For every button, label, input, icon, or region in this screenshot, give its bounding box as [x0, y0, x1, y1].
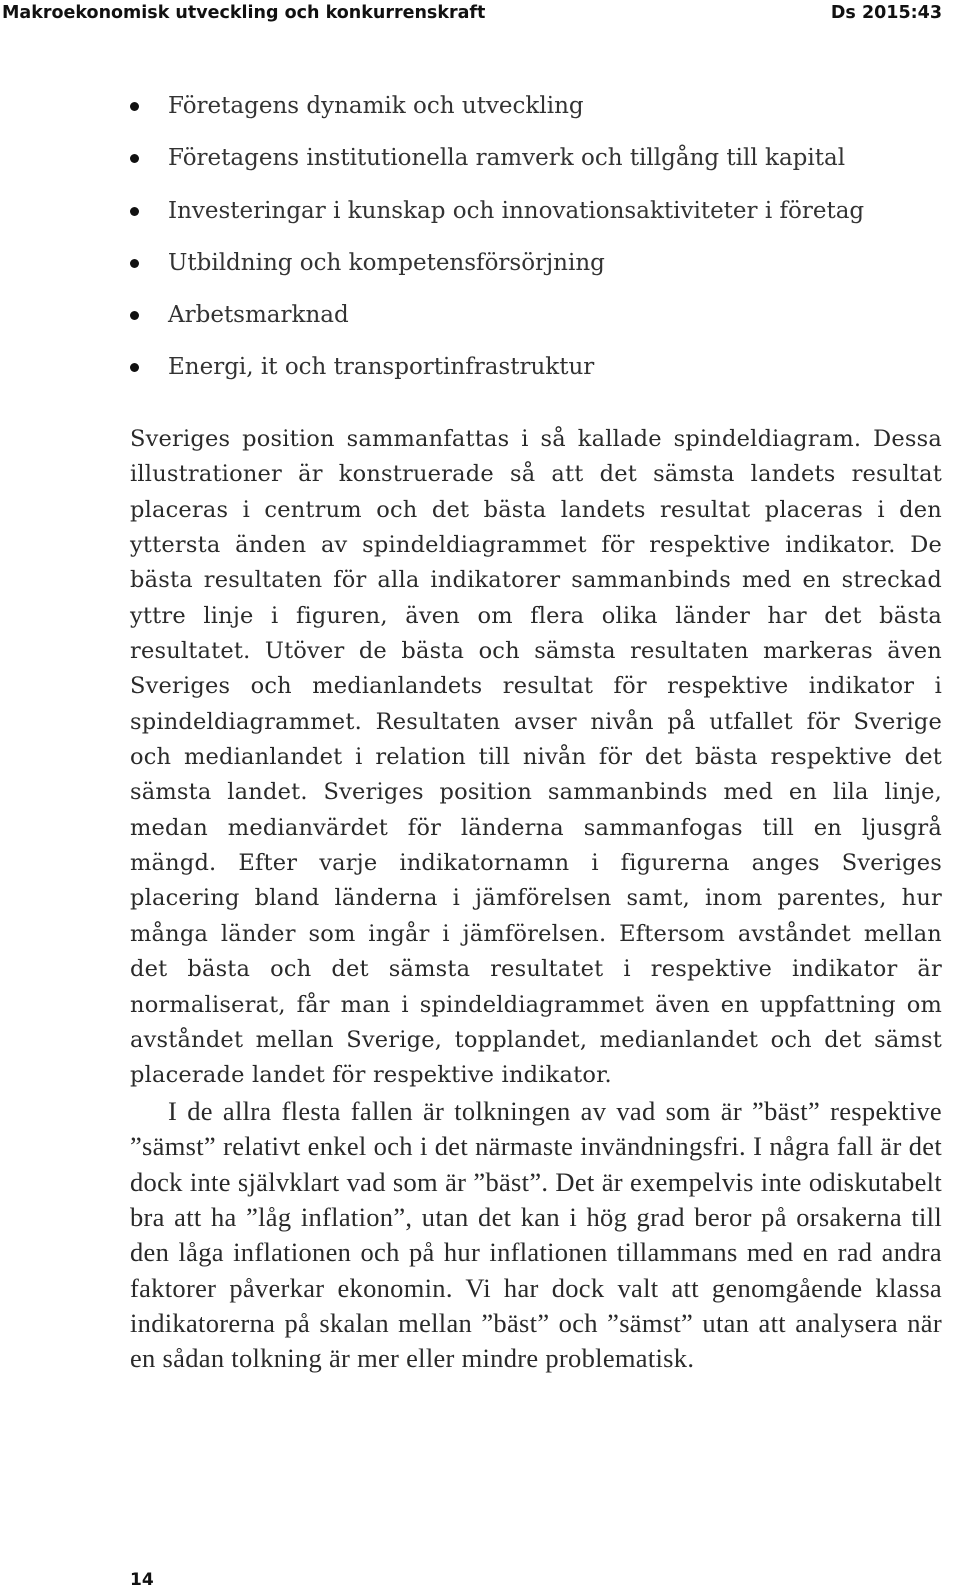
list-item-text: Energi, it och transportinfrastruktur [168, 354, 595, 381]
list-item-text: Investeringar i kunskap och innovationsaktiviteter i företag [168, 197, 865, 224]
list-item [130, 138, 864, 190]
list-item [130, 191, 864, 243]
bullet-icon [130, 154, 139, 163]
list-item [130, 86, 864, 138]
bullet-icon [130, 363, 139, 372]
page-header [0, 0, 960, 30]
bullet-icon [130, 259, 139, 268]
bullet-icon [130, 311, 139, 320]
list-item-text: Arbetsmarknad [168, 302, 349, 329]
document-reference: Ds 2015:43 [830, 3, 942, 23]
list-item [130, 243, 864, 295]
bullet-icon [130, 102, 139, 111]
list-item [130, 347, 864, 399]
list-item-text: Företagens institutionella ramverk och tillgång till kapital [168, 145, 846, 172]
body-paragraph: Sveriges position sammanfattas i så kallade spindeldiagram. Dessa illustrationer är konstruerade så att det sämsta landets resultat placeras i centrum och det bästa landets resultat placeras i den yttersta änden av spindeldiagrammet för respektive indikator. De bästa resultaten för alla indikatorer sammanbinds med en streckad yttre linje i figuren, även om flera olika länder har det bästa resultatet. Utöver de bästa och sämsta resultaten markeras även Sveriges och medianlandets resultat för respektive indikator i spindeldiagrammet. Resultaten avser nivån på utfallet för Sverige och medianlandet i relation till nivån för det bästa respektive det sämsta landet. Sveriges position sammanbinds med en lila linje, medan medianvärdet för länderna sammanfogas till en ljusgrå mängd. Efter varje indikatornamn i figurerna anges Sveriges placering bland länderna i jämförelsen samt, inom parentes, hur många länder som ingår i jämförelsen. Eftersom avståndet mellan det bästa och det sämsta resultatet i respektive indikator är normaliserat, får man i spindeldiagrammet även en uppfattning om avståndet mellan Sverige, topplandet, medianlandet och det sämst placerade landet för respektive indikator. [130, 426, 942, 1089]
list-item-text: Företagens dynamik och utveckling [168, 93, 584, 119]
list-item-text: Utbildning och kompetensförsörjning [168, 249, 605, 276]
list-item [130, 295, 864, 347]
running-title: Makroekonomisk utveckling och konkurrenskraft [2, 3, 486, 23]
bullet-list [130, 86, 864, 400]
body-paragraph: I de allra flesta fallen är tolkningen av vad som är ”bäst” respektive ”sämst” relativt enkel och i det närmaste invändningsfri. I några fall är det dock inte självklart vad som är ”bäst”. Det är exempelvis inte odiskutabelt bra att ha ”låg inflation”, utan det kan i hög grad beror på orsakerna till den låga inflationen och på hur inflationen tillammans med en rad andra faktorer påverkar ekonomin. Vi har dock valt att genomgående klassa indikatorerna på skalan mellan ”bäst” och ”sämst” utan att analysera när en sådan tolkning är mer eller mindre problematisk. [130, 1096, 942, 1374]
page-number: 14 [130, 1570, 154, 1590]
bullet-icon [130, 207, 139, 216]
